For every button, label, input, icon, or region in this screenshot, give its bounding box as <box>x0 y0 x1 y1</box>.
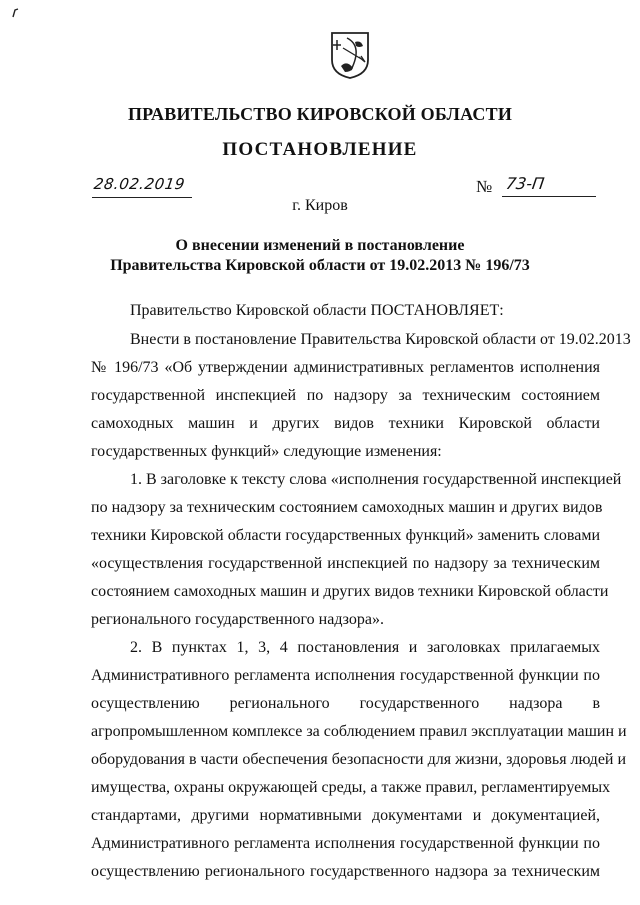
subject-line-2: Правительства Кировской области от 19.02.2013 № 196/73 <box>110 257 530 274</box>
body-line: состоянием самоходных машин и других видов техники Кировской области <box>91 583 609 600</box>
document-subject <box>0 236 640 276</box>
body-line: Административного регламента исполнения государственной функции по <box>91 835 600 852</box>
body-line: государственных функций» следующие изменения: <box>91 443 442 460</box>
city: г. Киров <box>292 197 348 214</box>
document-type: ПОСТАНОВЛЕНИЕ <box>222 139 418 160</box>
body-line: 2. В пунктах 1, 3, 4 постановления и заголовках прилагаемых <box>130 639 600 656</box>
body-line: агропромышленном комплексе за соблюдением правил эксплуатации машин и <box>91 723 627 740</box>
document-number: 73-П <box>504 174 546 193</box>
subject-line-1: О внесении изменений в постановление <box>175 237 465 254</box>
number-sign: № <box>476 177 493 196</box>
body-line: регионального государственного надзора». <box>91 611 384 628</box>
body-line: «осуществления государственной инспекцией по надзору за техническим <box>91 555 600 572</box>
coat-of-arms-icon <box>329 30 371 80</box>
document-date: 28.02.2019 <box>92 175 187 193</box>
body-line: имущества, охраны окружающей среды, а также правил, регламентируемых <box>91 779 611 796</box>
body-line: осуществлению регионального государственного надзора в <box>91 695 600 712</box>
body-line: Административного регламента исполнения государственной функции по <box>91 667 600 684</box>
body-line: по надзору за техническим состоянием самоходных машин и других видов <box>91 499 603 516</box>
body-line: 1. В заголовке к тексту слова «исполнения государственной инспекцией <box>130 471 622 488</box>
body-line: государственной инспекцией по надзору за техническим состоянием <box>91 387 600 404</box>
body-line: техники Кировской области государственных функций» заменить словами <box>91 527 600 544</box>
body-line: № 196/73 «Об утверждении административных регламентов исполнения <box>91 359 600 376</box>
body-line: Внести в постановление Правительства Кировской области от 19.02.2013 <box>130 331 631 348</box>
body-line: Правительство Кировской области ПОСТАНОВЛЯЕТ: <box>130 302 504 319</box>
body-line: оборудования в части обеспечения безопасности для жизни, здоровья людей и <box>91 751 627 768</box>
body-line: стандартами, другими нормативными документами и документацией, <box>91 807 600 824</box>
scan-mark-icon <box>10 8 20 18</box>
body-line: самоходных машин и других видов техники Кировской области <box>91 415 600 432</box>
body-line: осуществлению регионального государственного надзора за техническим <box>91 863 600 880</box>
organization-name: ПРАВИТЕЛЬСТВО КИРОВСКОЙ ОБЛАСТИ <box>127 104 513 124</box>
